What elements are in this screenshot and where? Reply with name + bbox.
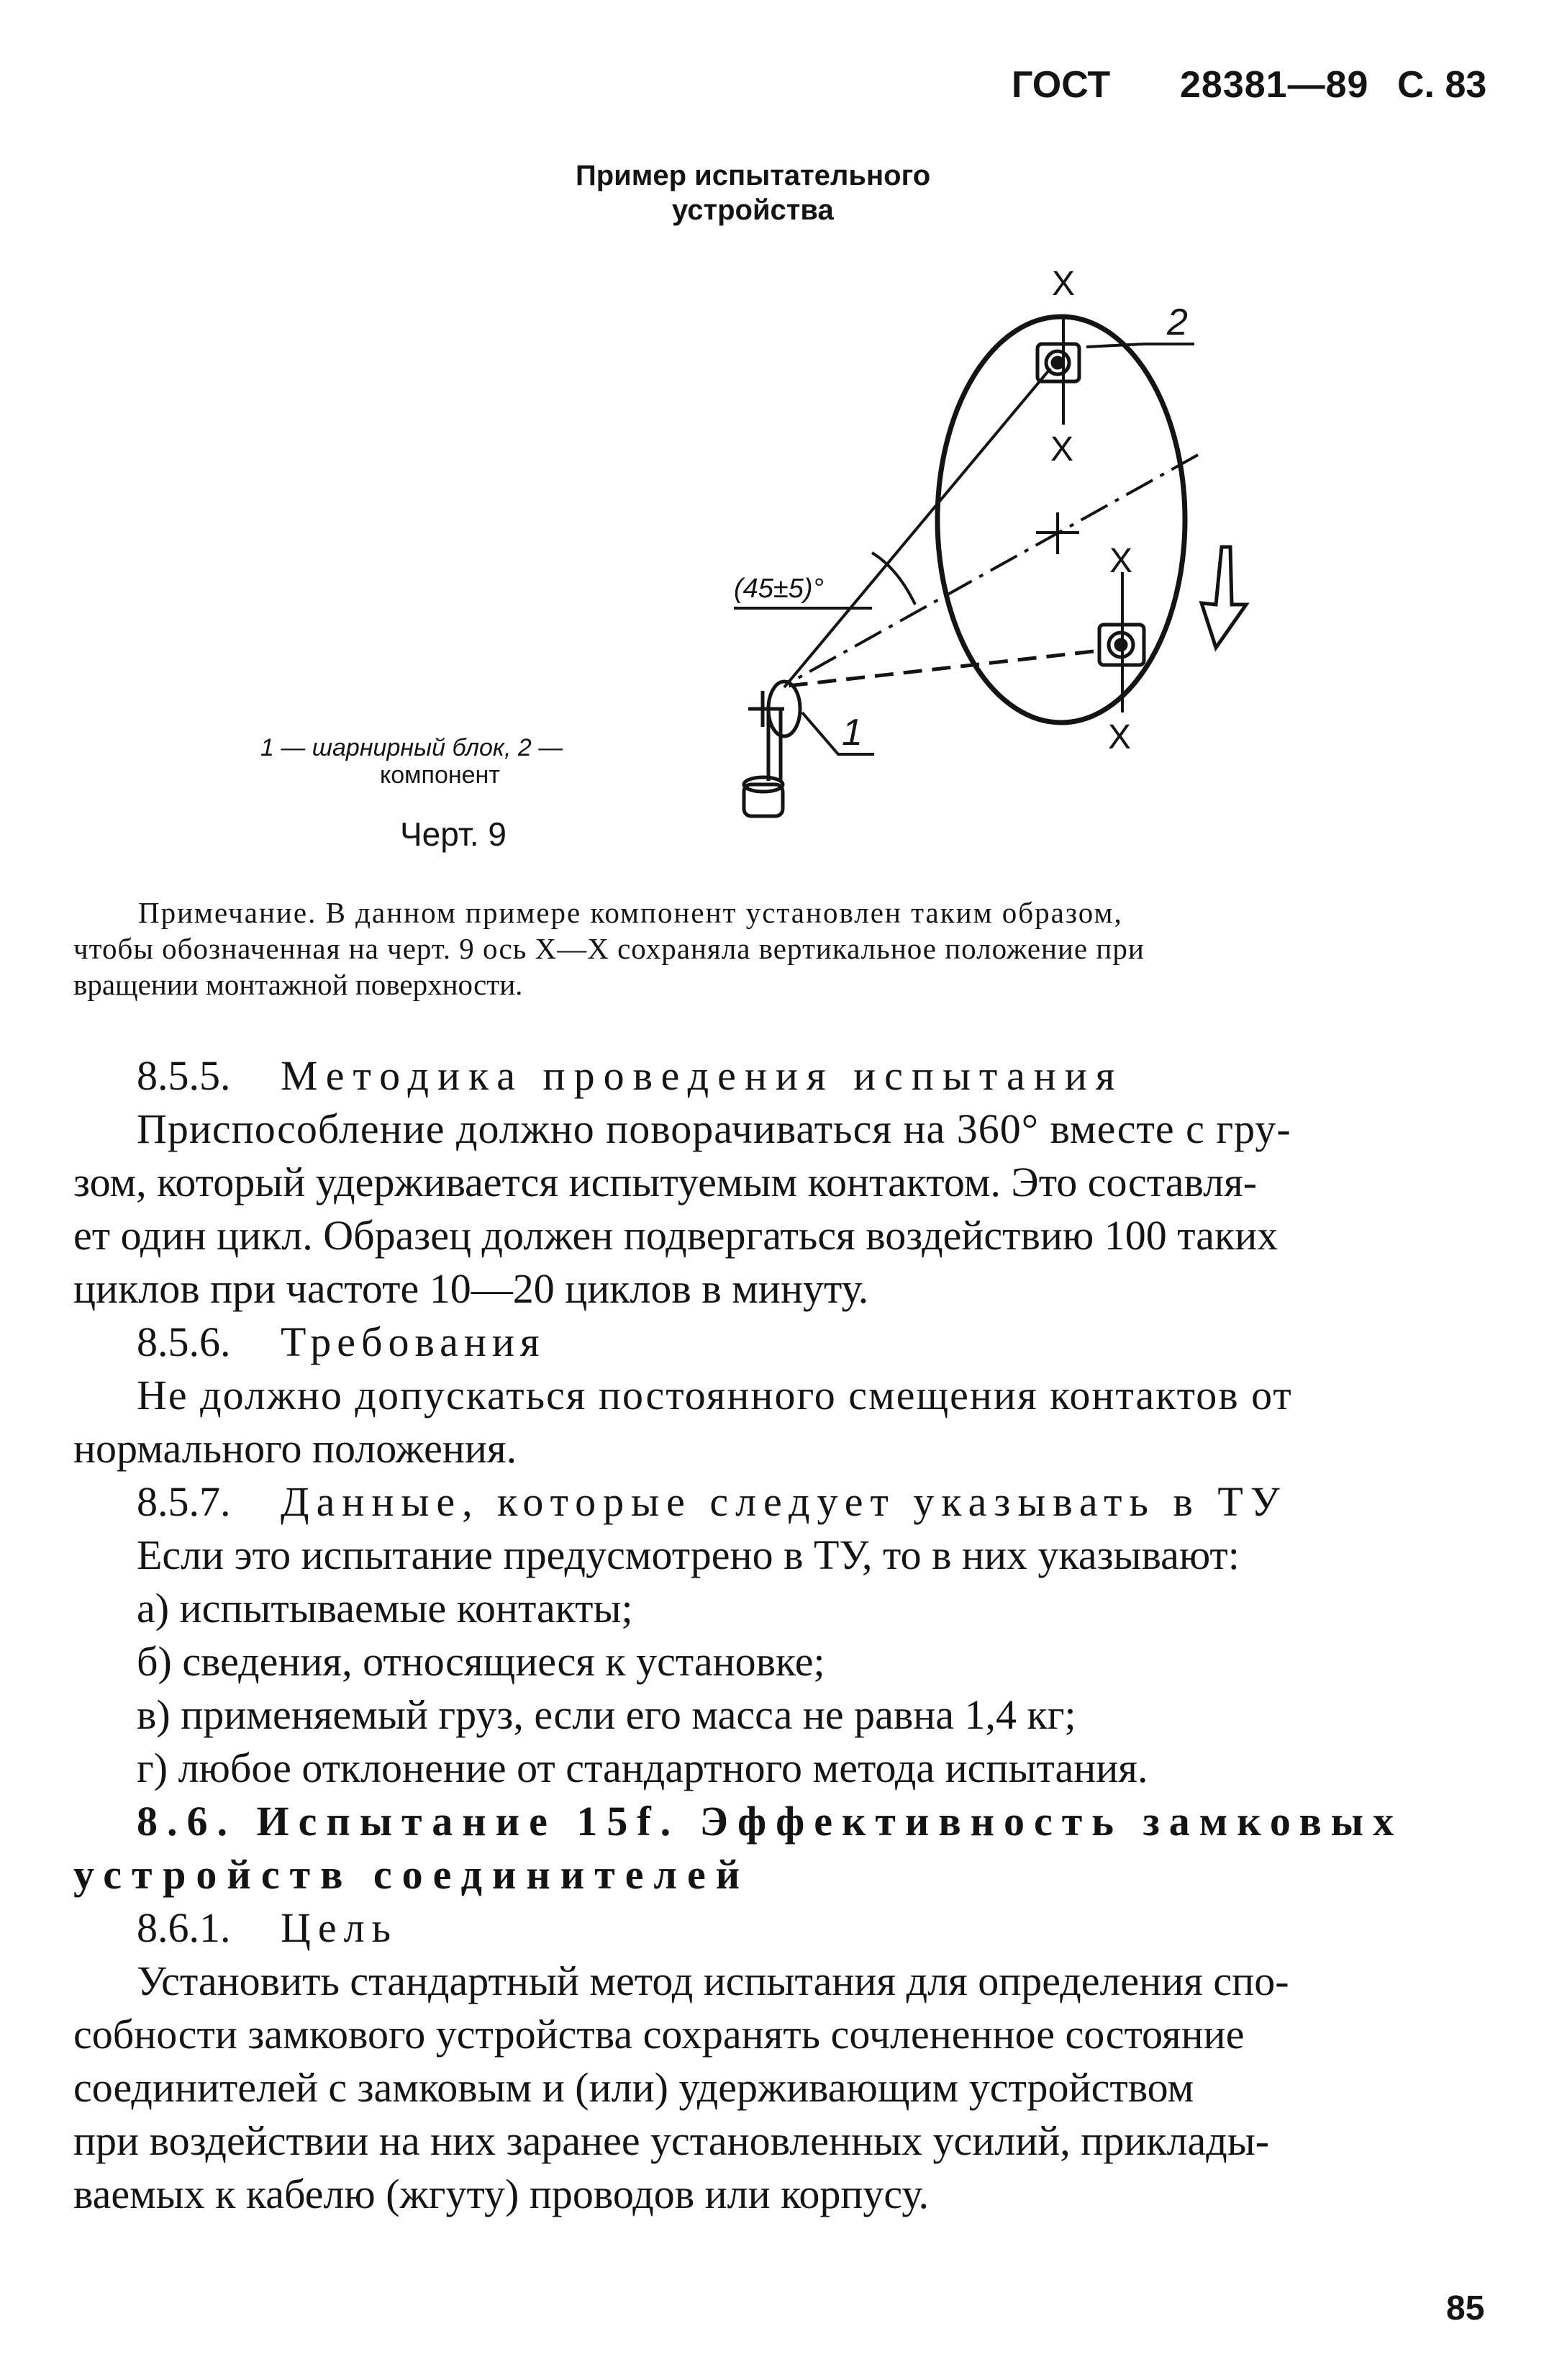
p861-line1: Установить стандартный метод испытания для определения спо-	[137, 1958, 1289, 2004]
list-item: а) испытываемые контакты;	[137, 1585, 633, 1632]
label-2: 2	[1167, 302, 1188, 343]
figure-title-line1: Пример испытательного	[576, 160, 931, 191]
section-86-heading-line1: 8.6. Испытание 15f. Эффективность замковых	[137, 1798, 1404, 1845]
section-855-number: 8.5.5.	[137, 1052, 231, 1099]
section-855-title: Методика проведения испытания	[281, 1052, 1124, 1099]
p861-line4: при воздействии на них заранее установленных усилий, приклады-	[73, 2117, 1270, 2164]
note-line1: Примечание. В данном примере компонент установлен таким образом,	[138, 896, 1123, 929]
p856-line2: нормального положения.	[73, 1425, 517, 1472]
rotation-arrow-icon	[1202, 547, 1246, 648]
cable-upper	[784, 368, 1050, 687]
section-856-number: 8.5.6.	[137, 1318, 231, 1365]
angle-label: (45±5)°	[734, 574, 824, 604]
leader-1	[802, 712, 874, 754]
header-standard: ГОСТ	[1012, 64, 1111, 106]
mounting-surface	[937, 317, 1185, 723]
angle-arc	[872, 553, 915, 605]
p861-line2: собности замкового устройства сохранять сочлененное состояние	[73, 2011, 1245, 2058]
p855-line3: ет один цикл. Образец должен подвергаться воздействию 100 таких	[73, 1212, 1278, 1259]
section-86-heading-line2: устройств соединителей	[73, 1851, 750, 1898]
p861-line5: ваемых к кабелю (жгуту) проводов или корпусу.	[73, 2171, 930, 2217]
p861-line3: соединителей с замковым и (или) удерживающим устройством	[73, 2064, 1194, 2111]
page-number: 85	[1446, 2289, 1485, 2327]
axis-label-top: X	[1052, 265, 1076, 303]
p855-line1: Приспособление должно поворачиваться на 360° вместе с гру-	[137, 1105, 1291, 1152]
figure-caption: Черт. 9	[400, 815, 507, 853]
leader-2	[1086, 344, 1194, 347]
section-861-number: 8.6.1.	[137, 1904, 231, 1951]
p856-line1: Не должно допускаться постоянного смещения контактов от	[137, 1372, 1293, 1419]
section-857-title: Данные, которые следует указывать в ТУ	[281, 1478, 1287, 1525]
figure-legend-line2: компонент	[380, 761, 500, 789]
figure-title-line2: устройства	[672, 194, 834, 226]
p855-line2: зом, который удерживается испытуемым контактом. Это составля-	[73, 1159, 1258, 1205]
axis-label-upper-bottom: X	[1050, 430, 1074, 469]
note-line3: вращении монтажной поверхности.	[73, 968, 523, 1001]
pulley-block	[744, 682, 800, 816]
list-item: б) сведения, относящиеся к установке;	[137, 1638, 825, 1685]
note-line2: чтобы обозначенная на черт. 9 ось X—X сохраняла вертикальное положение при	[73, 932, 1145, 965]
list-item: г) любое отклонение от стандартного метода испытания.	[137, 1745, 1148, 1791]
header-number: 28381—89	[1180, 64, 1369, 106]
label-1: 1	[842, 712, 863, 754]
header-page-ref: С. 83	[1397, 64, 1487, 106]
p855-line4: циклов при частоте 10—20 циклов в минуту.	[73, 1265, 869, 1312]
p857-line1: Если это испытание предусмотрено в ТУ, то в них указывают:	[137, 1531, 1240, 1578]
axis-label-lower-top: X	[1109, 542, 1133, 580]
figure-legend-line1: 1 — шарнирный блок, 2 —	[260, 734, 563, 761]
list-item: в) применяемый груз, если его масса не равна 1,4 кг;	[137, 1691, 1076, 1738]
section-861-title: Цель	[281, 1904, 399, 1951]
center-axis-line	[788, 455, 1198, 684]
section-856-title: Требования	[281, 1318, 545, 1365]
section-857-number: 8.5.7.	[137, 1478, 231, 1525]
axis-label-lower-bottom: X	[1108, 718, 1132, 756]
